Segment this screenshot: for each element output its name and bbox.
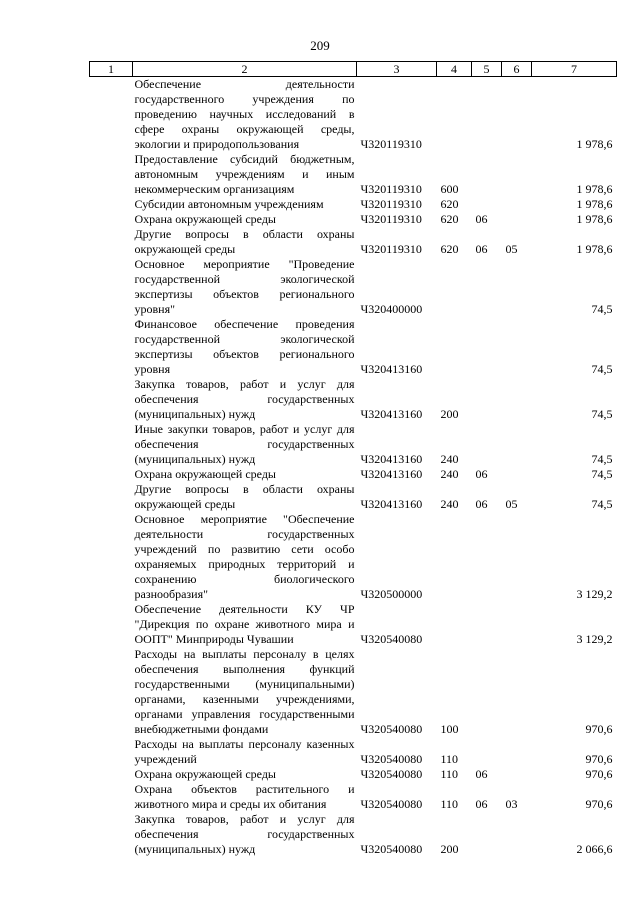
row-spacer-cell bbox=[90, 647, 133, 737]
row-rz-cell bbox=[472, 197, 502, 212]
row-vr-cell: 110 bbox=[440, 767, 459, 781]
row-name-cell: Финансовое обеспечение проведения государственной экологической экспертизы объектов регионального уровня bbox=[134, 317, 355, 376]
row-name-cell: Охрана окружающей среды bbox=[134, 467, 276, 481]
row-name-cell: Охрана окружающей среды bbox=[134, 212, 276, 226]
row-spacer-cell bbox=[90, 482, 133, 512]
row-sum-cell: 74,5 bbox=[591, 407, 613, 421]
row-sum-cell: 74,5 bbox=[591, 362, 613, 376]
row-sum-cell: 1 978,6 bbox=[576, 137, 613, 151]
row-spacer-cell bbox=[90, 317, 133, 377]
row-rz-cell bbox=[472, 422, 502, 467]
column-header: 3 bbox=[357, 62, 437, 77]
row-spacer-cell bbox=[90, 197, 133, 212]
column-header: 7 bbox=[532, 62, 617, 77]
row-csr-cell: Ч320540080 bbox=[360, 767, 423, 781]
row-name-cell: Охрана окружающей среды bbox=[134, 767, 276, 781]
row-vr-cell: 620 bbox=[440, 212, 459, 226]
row-vr-cell: 200 bbox=[440, 407, 459, 421]
row-rz-cell bbox=[472, 152, 502, 197]
row-pr-cell: 05 bbox=[505, 242, 518, 256]
row-sum-cell: 1 978,6 bbox=[576, 197, 613, 211]
row-name-cell: Расходы на выплаты персоналу казенных учреждений bbox=[134, 737, 355, 766]
row-rz-cell bbox=[472, 737, 502, 767]
row-pr-cell bbox=[502, 257, 532, 317]
row-rz-cell bbox=[472, 512, 502, 602]
row-spacer-cell bbox=[90, 512, 133, 602]
table-row bbox=[90, 467, 617, 482]
row-vr-cell: 200 bbox=[440, 842, 459, 856]
row-name-cell: Закупка товаров, работ и услуг для обеспечения государственных (муниципальных) нужд bbox=[134, 812, 355, 856]
column-header: 1 bbox=[90, 62, 133, 77]
row-pr-cell bbox=[502, 197, 532, 212]
row-pr-cell bbox=[502, 467, 532, 482]
table-row bbox=[90, 152, 617, 197]
table-row bbox=[90, 812, 617, 857]
row-spacer-cell bbox=[90, 467, 133, 482]
row-name-cell: Обеспечение деятельности государственного учреждения по проведению научных исследований в сфере охраны окружающей среды, экологии и природопользования bbox=[134, 77, 355, 151]
table-row bbox=[90, 422, 617, 467]
row-spacer-cell bbox=[90, 782, 133, 812]
row-csr-cell: Ч320540080 bbox=[360, 632, 423, 646]
row-rz-cell: 06 bbox=[475, 467, 488, 481]
row-csr-cell: Ч320119310 bbox=[360, 212, 422, 226]
row-csr-cell: Ч320500000 bbox=[360, 587, 423, 601]
table-row bbox=[90, 782, 617, 812]
row-csr-cell: Ч320119310 bbox=[360, 182, 422, 196]
page-number: 209 bbox=[310, 38, 330, 53]
table-body bbox=[90, 77, 617, 858]
table-row bbox=[90, 257, 617, 317]
row-csr-cell: Ч320413160 bbox=[360, 362, 423, 376]
row-rz-cell bbox=[472, 602, 502, 647]
row-spacer-cell bbox=[90, 737, 133, 767]
row-csr-cell: Ч320119310 bbox=[360, 242, 422, 256]
row-sum-cell: 970,6 bbox=[585, 767, 613, 781]
row-name-cell: Закупка товаров, работ и услуг для обеспечения государственных (муниципальных) нужд bbox=[134, 377, 355, 421]
row-pr-cell bbox=[502, 737, 532, 767]
row-name-cell: Основное мероприятие "Проведение государственной экологической экспертизы объектов регионального уровня" bbox=[134, 257, 355, 316]
row-csr-cell: Ч320119310 bbox=[360, 197, 422, 211]
table-row bbox=[90, 227, 617, 257]
row-vr-cell: 620 bbox=[440, 197, 459, 211]
column-header: 5 bbox=[472, 62, 502, 77]
row-rz-cell: 06 bbox=[475, 797, 488, 811]
row-rz-cell: 06 bbox=[475, 497, 488, 511]
row-pr-cell bbox=[502, 377, 532, 422]
row-sum-cell: 74,5 bbox=[591, 467, 613, 481]
row-rz-cell: 06 bbox=[475, 242, 488, 256]
column-header: 2 bbox=[133, 62, 357, 77]
row-sum-cell: 1 978,6 bbox=[576, 242, 613, 256]
table-row bbox=[90, 602, 617, 647]
row-rz-cell bbox=[472, 812, 502, 857]
row-sum-cell: 74,5 bbox=[591, 302, 613, 316]
row-rz-cell bbox=[472, 77, 502, 153]
column-header: 6 bbox=[502, 62, 532, 77]
row-csr-cell: Ч320400000 bbox=[360, 302, 423, 316]
row-vr-cell: 600 bbox=[440, 182, 459, 196]
row-sum-cell: 1 978,6 bbox=[576, 212, 613, 226]
row-vr-cell bbox=[437, 602, 472, 647]
table-row bbox=[90, 197, 617, 212]
table-row bbox=[90, 317, 617, 377]
row-rz-cell bbox=[472, 647, 502, 737]
row-sum-cell: 3 129,2 bbox=[576, 587, 613, 601]
row-pr-cell bbox=[502, 647, 532, 737]
row-spacer-cell bbox=[90, 212, 133, 227]
row-sum-cell: 2 066,6 bbox=[576, 842, 613, 856]
row-csr-cell: Ч320540080 bbox=[360, 752, 423, 766]
table-row bbox=[90, 767, 617, 782]
row-vr-cell bbox=[437, 257, 472, 317]
row-pr-cell bbox=[502, 812, 532, 857]
row-sum-cell: 1 978,6 bbox=[576, 182, 613, 196]
row-vr-cell: 240 bbox=[440, 497, 459, 511]
row-vr-cell: 620 bbox=[440, 242, 459, 256]
row-spacer-cell bbox=[90, 602, 133, 647]
row-pr-cell bbox=[502, 422, 532, 467]
row-pr-cell bbox=[502, 767, 532, 782]
row-spacer-cell bbox=[90, 152, 133, 197]
row-pr-cell bbox=[502, 602, 532, 647]
row-sum-cell: 3 129,2 bbox=[576, 632, 613, 646]
row-csr-cell: Ч320413160 bbox=[360, 452, 423, 466]
row-sum-cell: 74,5 bbox=[591, 497, 613, 511]
row-spacer-cell bbox=[90, 812, 133, 857]
row-pr-cell bbox=[502, 77, 532, 153]
row-csr-cell: Ч320413160 bbox=[360, 497, 423, 511]
row-name-cell: Другие вопросы в области охраны окружающей среды bbox=[134, 482, 355, 511]
table-row bbox=[90, 647, 617, 737]
column-header: 4 bbox=[437, 62, 472, 77]
row-spacer-cell bbox=[90, 257, 133, 317]
row-name-cell: Охрана объектов растительного и животного мира и среды их обитания bbox=[134, 782, 355, 811]
row-vr-cell: 240 bbox=[440, 467, 459, 481]
row-spacer-cell bbox=[90, 767, 133, 782]
row-pr-cell bbox=[502, 152, 532, 197]
row-csr-cell: Ч320540080 bbox=[360, 842, 423, 856]
row-csr-cell: Ч320413160 bbox=[360, 467, 423, 481]
table-row bbox=[90, 377, 617, 422]
row-spacer-cell bbox=[90, 77, 133, 153]
row-sum-cell: 970,6 bbox=[585, 797, 613, 811]
row-vr-cell: 110 bbox=[440, 752, 459, 766]
row-vr-cell bbox=[437, 77, 472, 153]
row-pr-cell: 03 bbox=[505, 797, 518, 811]
row-pr-cell: 05 bbox=[505, 497, 518, 511]
row-pr-cell bbox=[502, 317, 532, 377]
row-spacer-cell bbox=[90, 227, 133, 257]
row-csr-cell: Ч320119310 bbox=[360, 137, 422, 151]
table-row bbox=[90, 737, 617, 767]
row-name-cell: Обеспечение деятельности КУ ЧР "Дирекция по охране животного мира и ООПТ" Минприроды Чувашии bbox=[134, 602, 355, 646]
row-rz-cell: 06 bbox=[475, 767, 488, 781]
row-rz-cell bbox=[472, 317, 502, 377]
row-pr-cell bbox=[502, 212, 532, 227]
row-pr-cell bbox=[502, 512, 532, 602]
row-name-cell: Расходы на выплаты персоналу в целях обеспечения выполнения функций государственными (муниципальными) органами, казенными учреждениями, органами управления государственными внебюджетными фондами bbox=[134, 647, 355, 736]
row-vr-cell bbox=[437, 317, 472, 377]
row-name-cell: Субсидии автономным учреждениям bbox=[134, 197, 324, 211]
row-sum-cell: 970,6 bbox=[585, 722, 613, 736]
row-sum-cell: 74,5 bbox=[591, 452, 613, 466]
row-csr-cell: Ч320540080 bbox=[360, 722, 423, 736]
table-header-row bbox=[90, 62, 617, 77]
row-vr-cell: 110 bbox=[440, 797, 459, 811]
row-name-cell: Предоставление субсидий бюджетным, автономным учреждениям и иным некоммерческим организациям bbox=[134, 152, 355, 196]
row-name-cell: Другие вопросы в области охраны окружающей среды bbox=[134, 227, 355, 256]
table-row bbox=[90, 212, 617, 227]
row-name-cell: Иные закупки товаров, работ и услуг для обеспечения государственных (муниципальных) нужд bbox=[134, 422, 355, 466]
table-row bbox=[90, 482, 617, 512]
row-rz-cell bbox=[472, 257, 502, 317]
row-spacer-cell bbox=[90, 422, 133, 467]
row-name-cell: Основное мероприятие "Обеспечение деятельности государственных учреждений по развитию сети особо охраняемых природных территорий и сохранению биологического разнообразия" bbox=[134, 512, 355, 601]
row-rz-cell bbox=[472, 377, 502, 422]
row-csr-cell: Ч320540080 bbox=[360, 797, 423, 811]
row-vr-cell: 240 bbox=[440, 452, 459, 466]
row-vr-cell bbox=[437, 512, 472, 602]
budget-table bbox=[89, 61, 617, 857]
row-sum-cell: 970,6 bbox=[585, 752, 613, 766]
row-spacer-cell bbox=[90, 377, 133, 422]
row-rz-cell: 06 bbox=[475, 212, 488, 226]
row-vr-cell: 100 bbox=[440, 722, 459, 736]
row-csr-cell: Ч320413160 bbox=[360, 407, 423, 421]
table-row bbox=[90, 512, 617, 602]
table-row bbox=[90, 77, 617, 153]
